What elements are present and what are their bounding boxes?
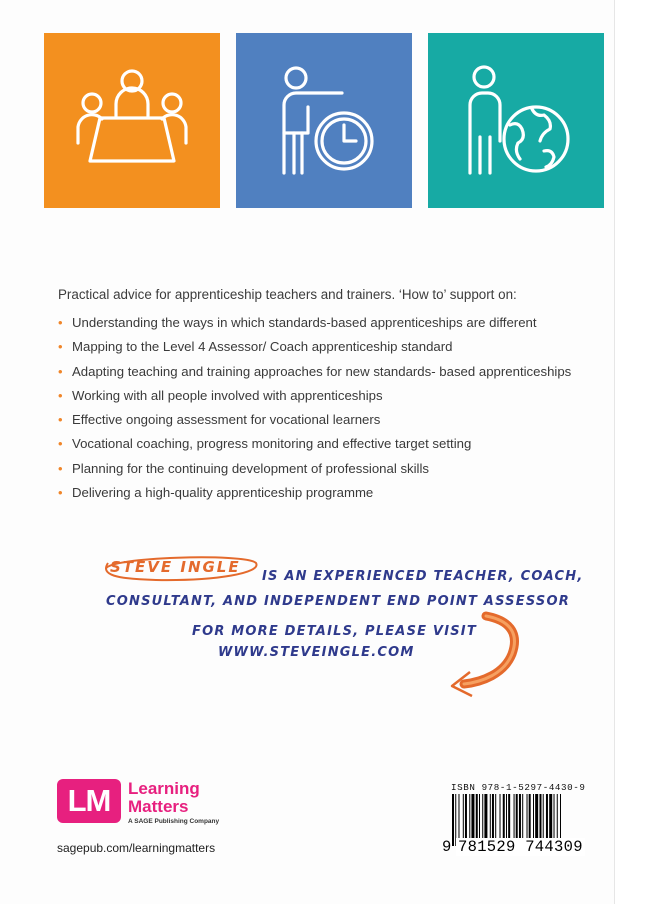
list-item: • Delivering a high-quality apprenticeship programme xyxy=(58,481,571,505)
list-item: • Understanding the ways in which standards-based apprenticeships are different xyxy=(58,311,571,335)
author-name: STEVE INGLE xyxy=(110,558,241,576)
publisher-name-line1: Learning xyxy=(128,779,200,798)
curved-arrow-icon xyxy=(446,610,526,700)
global-tile xyxy=(428,33,604,208)
author-website[interactable]: WWW.STEVEINGLE.COM xyxy=(218,645,415,660)
list-item: • Mapping to the Level 4 Assessor/ Coach apprenticeship standard xyxy=(58,335,571,359)
intro-text: Practical advice for apprenticeship teachers and trainers. ‘How to’ support on: xyxy=(58,287,517,302)
list-item: • Vocational coaching, progress monitoring and effective target setting xyxy=(58,432,571,456)
visit-text: FOR MORE DETAILS, PLEASE VISIT xyxy=(192,624,477,639)
publisher-tagline: A SAGE Publishing Company xyxy=(128,818,220,825)
topic-list xyxy=(58,311,571,505)
publisher-logo: LM xyxy=(57,779,121,823)
publisher-website[interactable]: sagepub.com/learningmatters xyxy=(57,841,216,855)
list-item: • Adapting teaching and training approaches for new standards- based apprenticeships xyxy=(58,360,571,384)
publisher-name-line2: Matters xyxy=(128,797,189,816)
meeting-table-icon xyxy=(44,33,220,208)
isbn-label: ISBN 978-1-5297-4430-9 xyxy=(451,782,586,793)
presenter-clock-icon xyxy=(236,33,412,208)
list-item: • Working with all people involved with apprenticeships xyxy=(58,384,571,408)
meeting-tile xyxy=(44,33,220,208)
barcode-digits: 781529 744309 xyxy=(458,838,583,856)
list-item: • Effective ongoing assessment for vocational learners xyxy=(58,408,571,432)
author-description-line2: CONSULTANT, AND INDEPENDENT END POINT ASSESSOR xyxy=(106,594,570,609)
barcode-first-digit: 9 xyxy=(442,838,452,856)
author-description-line1: IS AN EXPERIENCED TEACHER, COACH, xyxy=(262,569,584,584)
time-tile xyxy=(236,33,412,208)
list-item: • Planning for the continuing development of professional skills xyxy=(58,457,571,481)
person-globe-icon xyxy=(428,33,604,208)
